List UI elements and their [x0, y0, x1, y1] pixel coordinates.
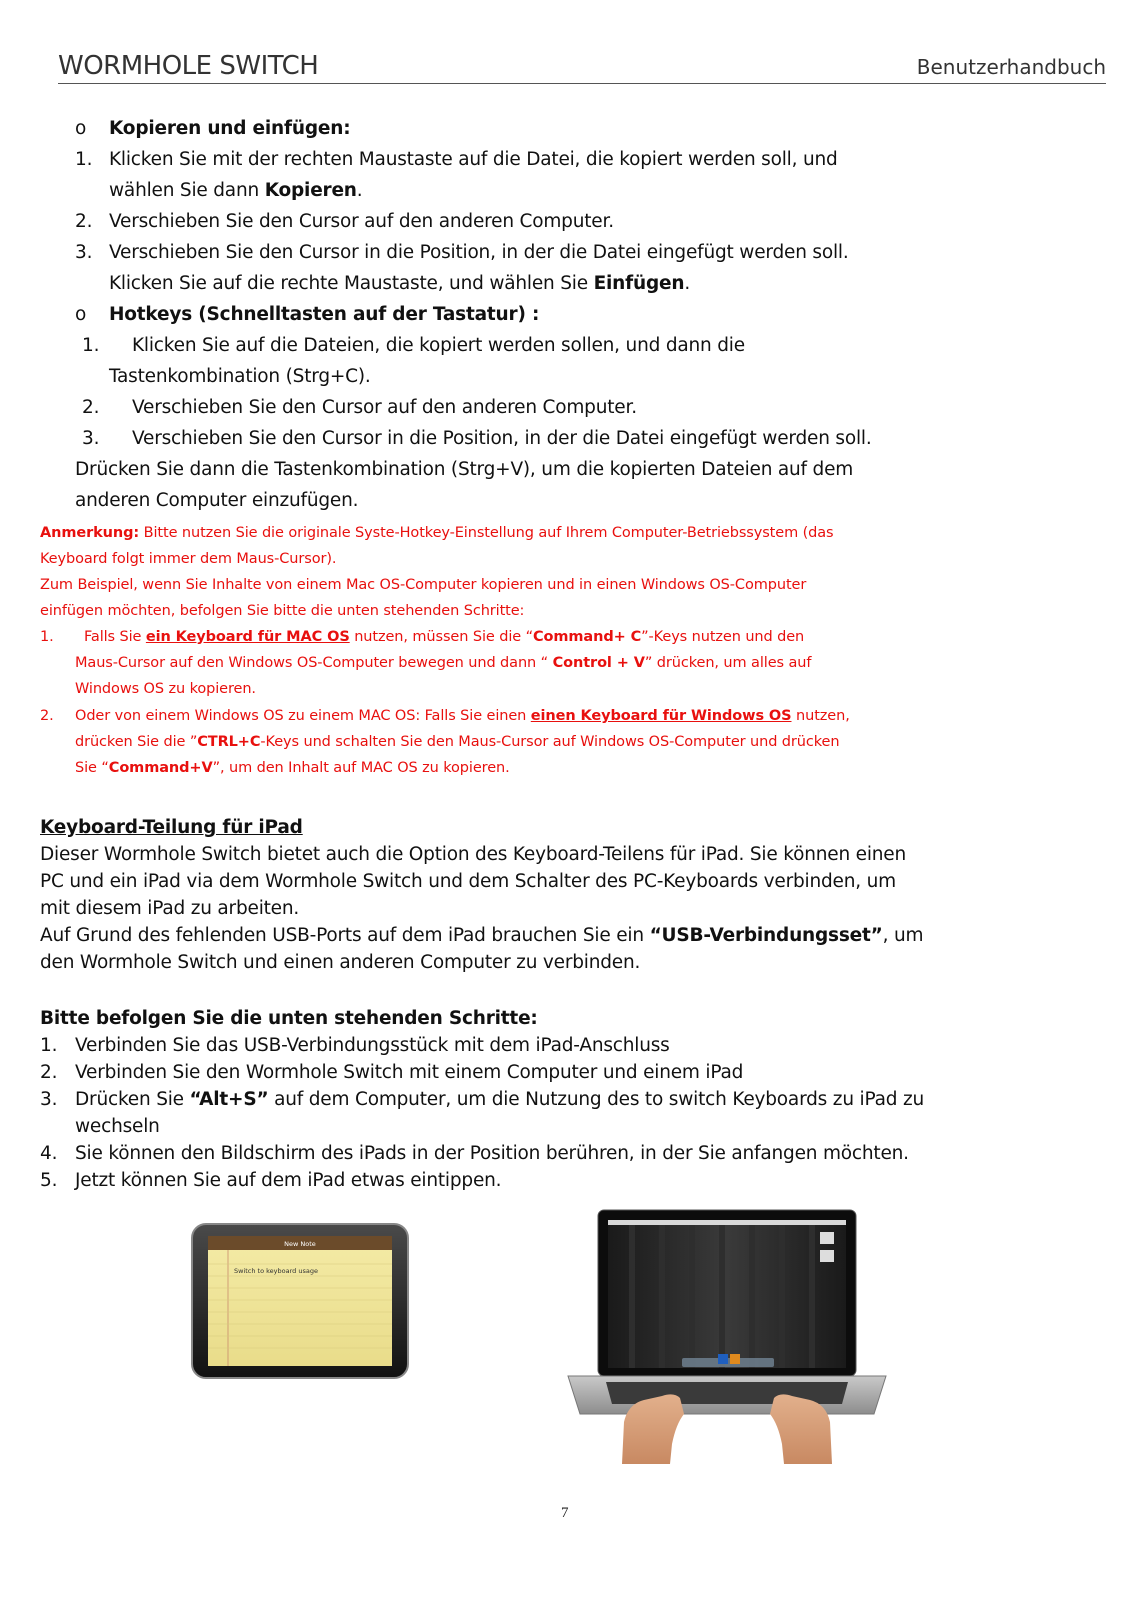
copy-step-2-num: 2. — [75, 211, 93, 232]
ipad-section-heading: Keyboard-Teilung für iPad — [40, 817, 303, 838]
step-3-line2: wechseln — [75, 1116, 160, 1137]
hotkeys-bullet: o — [75, 304, 87, 325]
note-item-2-line1: Oder von einem Windows OS zu einem MAC OS: Falls Sie einen einen Keyboard für Windows OS nutzen, — [75, 708, 850, 724]
copy-step-1-num: 1. — [75, 149, 93, 170]
hotkeys-step-3-line1: Verschieben Sie den Cursor in die Position, in der die Datei eingefügt werden soll. — [132, 428, 872, 449]
copy-step-2-line1: Verschieben Sie den Cursor auf den anderen Computer. — [109, 211, 614, 232]
copy-step-3-num: 3. — [75, 242, 93, 263]
copy-step-1-line2: wählen Sie dann Kopieren. — [109, 180, 363, 201]
step-3-line1: Drücken Sie “Alt+S” auf dem Computer, um die Nutzung des to switch Keyboards zu iPad zu — [75, 1089, 924, 1110]
ipad-illustration — [190, 1222, 410, 1380]
hotkeys-heading: Hotkeys (Schnelltasten auf der Tastatur) : — [109, 304, 540, 325]
note-item-1-line3: Windows OS zu kopieren. — [75, 681, 256, 697]
step-1-num: 1. — [40, 1035, 58, 1056]
note-item-1-line2: Maus-Cursor auf den Windows OS-Computer bewegen und dann “ Control + V” drücken, um alles auf — [75, 655, 812, 671]
windows-keyboard-link: einen Keyboard für Windows OS — [530, 708, 792, 724]
page-number: 7 — [561, 1505, 569, 1521]
note-line-3: Zum Beispiel, wenn Sie Inhalte von einem Mac OS-Computer kopieren und in einen Windows OS-Computer — [40, 577, 807, 593]
ipad-paragraph-line5: den Wormhole Switch und einen anderen Computer zu verbinden. — [40, 952, 641, 973]
ipad-paragraph-line3: mit diesem iPad zu arbeiten. — [40, 898, 300, 919]
step-4-text: Sie können den Bildschirm des iPads in der Position berühren, in der Sie anfangen möchten. — [75, 1143, 909, 1164]
hotkeys-step-1-num: 1. — [82, 335, 100, 356]
copy-bullet: o — [75, 118, 87, 139]
note-item-1-line1: Falls Sie ein Keyboard für MAC OS nutzen, müssen Sie die “Command+ C”-Keys nutzen und den — [84, 629, 805, 645]
step-4-num: 4. — [40, 1143, 58, 1164]
header-subtitle: Benutzerhandbuch — [916, 55, 1106, 79]
hotkeys-step-1-line2: Tastenkombination (Strg+C). — [109, 366, 371, 387]
note-line-1: Anmerkung: Bitte nutzen Sie die originale Syste-Hotkey-Einstellung auf Ihrem Computer-Betriebssystem (das — [40, 525, 834, 541]
hotkeys-after-line1: Drücken Sie dann die Tastenkombination (Strg+V), um die kopierten Dateien auf dem — [75, 459, 854, 480]
mac-keyboard-link: ein Keyboard für MAC OS — [145, 629, 350, 645]
note-item-2-line2: drücken Sie die ”CTRL+C-Keys und schalten Sie den Maus-Cursor auf Windows OS-Computer und drücken — [75, 734, 840, 750]
ipad-paragraph-line1: Dieser Wormhole Switch bietet auch die Option des Keyboard-Teilens für iPad. Sie können einen — [40, 844, 907, 865]
ipad-bar-title: New Note — [284, 1240, 316, 1248]
copy-step-3-line1: Verschieben Sie den Cursor in die Position, in der die Datei eingefügt werden soll. — [109, 242, 849, 263]
hotkeys-step-3-num: 3. — [82, 428, 100, 449]
copy-step-1-line1: Klicken Sie mit der rechten Maustaste auf die Datei, die kopiert werden soll, und — [109, 149, 838, 170]
header-title: WORMHOLE SWITCH — [58, 51, 319, 81]
step-5-num: 5. — [40, 1170, 58, 1191]
hotkeys-after-line2: anderen Computer einzufügen. — [75, 490, 359, 511]
step-1-text: Verbinden Sie das USB-Verbindungsstück mit dem iPad-Anschluss — [75, 1035, 670, 1056]
laptop-illustration — [562, 1208, 892, 1464]
ipad-paragraph-line2: PC und ein iPad via dem Wormhole Switch und dem Schalter des PC-Keyboards verbinden, um — [40, 871, 896, 892]
step-2-num: 2. — [40, 1062, 58, 1083]
note-line-4: einfügen möchten, befolgen Sie bitte die unten stehenden Schritte: — [40, 603, 525, 619]
note-item-1-num: 1. — [40, 629, 54, 645]
hotkeys-step-1-line1: Klicken Sie auf die Dateien, die kopiert werden sollen, und dann die — [132, 335, 745, 356]
note-line-2: Keyboard folgt immer dem Maus-Cursor). — [40, 551, 337, 567]
page-header — [58, 50, 1106, 84]
copy-step-3-line2: Klicken Sie auf die rechte Maustaste, und wählen Sie Einfügen. — [109, 273, 691, 294]
note-item-2-num: 2. — [40, 708, 54, 724]
ipad-paragraph-line4: Auf Grund des fehlenden USB-Ports auf dem iPad brauchen Sie ein “USB-Verbindungsset”, um — [40, 925, 924, 946]
hotkeys-step-2-line1: Verschieben Sie den Cursor auf den anderen Computer. — [132, 397, 637, 418]
step-5-text: Jetzt können Sie auf dem iPad etwas eintippen. — [75, 1170, 502, 1191]
step-3-num: 3. — [40, 1089, 58, 1110]
ipad-note-text: Switch to keyboard usage — [234, 1267, 318, 1275]
note-item-2-line3: Sie “Command+V”, um den Inhalt auf MAC OS zu kopieren. — [75, 760, 510, 776]
steps-heading: Bitte befolgen Sie die unten stehenden Schritte: — [40, 1008, 538, 1029]
hotkeys-step-2-num: 2. — [82, 397, 100, 418]
copy-heading: Kopieren und einfügen: — [109, 118, 351, 139]
step-2-text: Verbinden Sie den Wormhole Switch mit einem Computer und einem iPad — [75, 1062, 744, 1083]
